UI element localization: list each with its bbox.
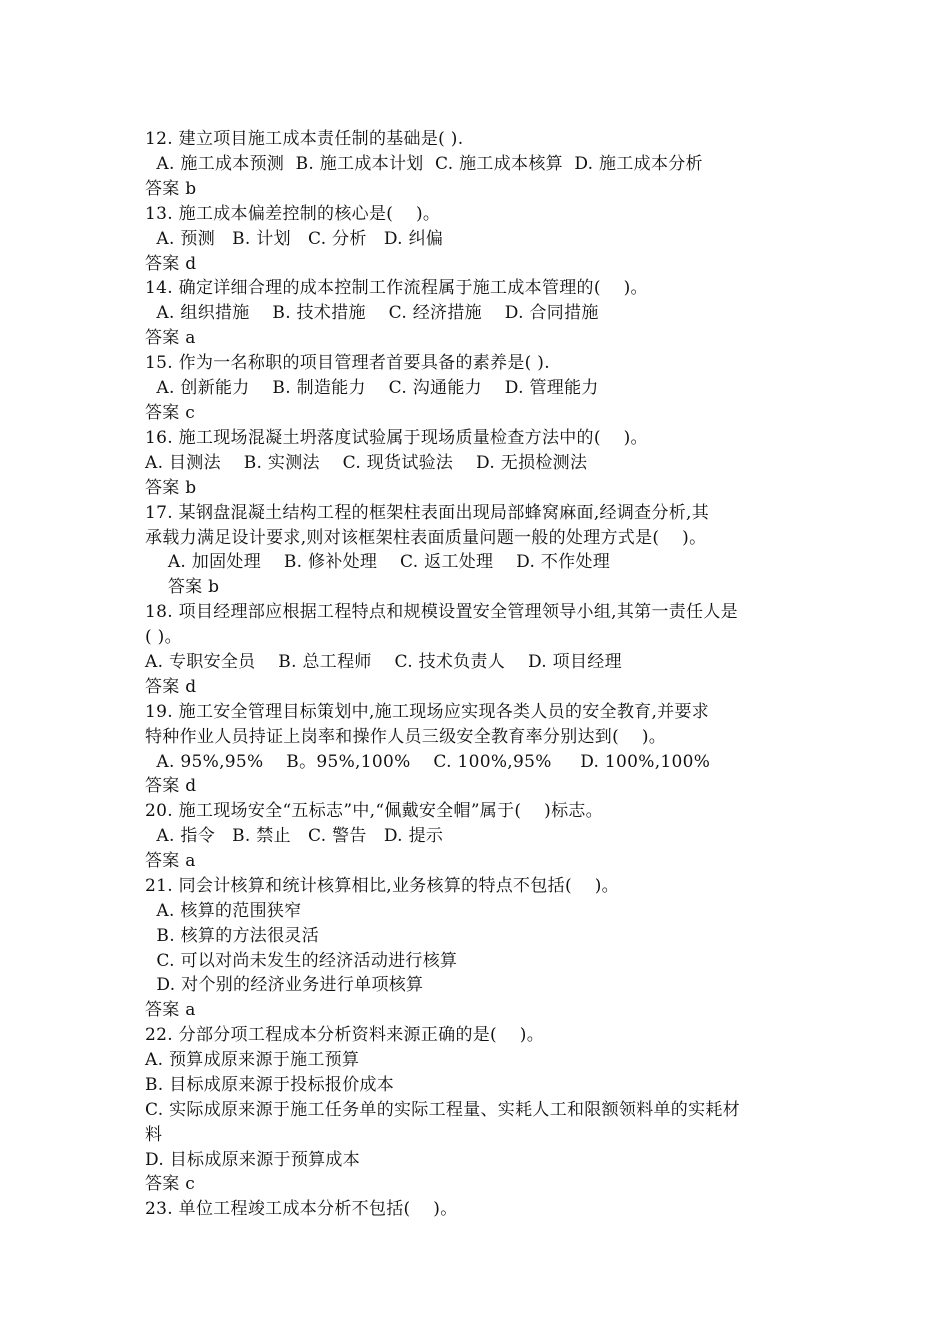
question-16-options: A. 目测法 B. 实测法 C. 现货试验法 D. 无损检测法: [145, 453, 588, 473]
question-21-option-b: B. 核算的方法很灵活: [145, 926, 320, 946]
question-22-option-a: A. 预算成原来源于施工预算: [145, 1050, 360, 1070]
question-14-options: A. 组织措施 B. 技术措施 C. 经济措施 D. 合同措施: [145, 303, 599, 323]
answer-14: 答案 a: [145, 328, 196, 348]
question-18-line-1: 18. 项目经理部应根据工程特点和规模设置安全管理领导小组,其第一责任人是: [145, 602, 738, 622]
question-19-line-2: 特种作业人员持证上岗率和操作人员三级安全教育率分别达到( )。: [145, 727, 667, 747]
question-20-options: A. 指令 B. 禁止 C. 警告 D. 提示: [145, 826, 444, 846]
question-17-line-1: 17. 某钢盘混凝土结构工程的框架柱表面出现局部蜂窝麻面,经调查分析,其: [145, 503, 710, 523]
question-21: 21. 同会计核算和统计核算相比,业务核算的特点不包括( )。: [145, 876, 619, 896]
question-15: 15. 作为一名称职的项目管理者首要具备的素养是( ).: [145, 353, 550, 373]
question-22-option-d: D. 目标成原来源于预算成本: [145, 1150, 361, 1170]
question-12-options: A. 施工成本预测 B. 施工成本计划 C. 施工成本核算 D. 施工成本分析: [145, 154, 703, 174]
question-21-option-c: C. 可以对尚未发生的经济活动进行核算: [145, 951, 458, 971]
question-23: 23. 单位工程竣工成本分析不包括( )。: [145, 1199, 458, 1219]
answer-21: 答案 a: [145, 1000, 196, 1020]
answer-20: 答案 a: [145, 851, 196, 871]
question-22-option-c-line-2: 料: [145, 1125, 163, 1145]
question-22-option-b: B. 目标成原来源于投标报价成本: [145, 1075, 395, 1095]
answer-13: 答案 d: [145, 254, 197, 274]
question-16: 16. 施工现场混凝土坍落度试验属于现场质量检查方法中的( )。: [145, 428, 648, 448]
question-22-option-c-line-1: C. 实际成原来源于施工任务单的实际工程量、实耗人工和限额领料单的实耗材: [145, 1100, 741, 1120]
question-15-options: A. 创新能力 B. 制造能力 C. 沟通能力 D. 管理能力: [145, 378, 599, 398]
question-17-options: A. 加固处理 B. 修补处理 C. 返工处理 D. 不作处理: [145, 552, 611, 572]
question-21-option-d: D. 对个别的经济业务进行单项核算: [145, 975, 424, 995]
answer-16: 答案 b: [145, 478, 197, 498]
question-22: 22. 分部分项工程成本分析资料来源正确的是( )。: [145, 1025, 545, 1045]
answer-12: 答案 b: [145, 179, 197, 199]
question-18-options: A. 专职安全员 B. 总工程师 C. 技术负责人 D. 项目经理: [145, 652, 622, 672]
answer-17: 答案 b: [145, 577, 220, 597]
question-12: 12. 建立项目施工成本责任制的基础是( ).: [145, 129, 464, 149]
question-19-options: A. 95%,95% B。95%,100% C. 100%,95% D. 100%,100%: [145, 752, 711, 772]
answer-22: 答案 c: [145, 1174, 196, 1194]
question-14: 14. 确定详细合理的成本控制工作流程属于施工成本管理的( )。: [145, 278, 648, 298]
question-21-option-a: A. 核算的范围狭窄: [145, 901, 302, 921]
answer-15: 答案 c: [145, 403, 196, 423]
question-13-options: A. 预测 B. 计划 C. 分析 D. 纠偏: [145, 229, 444, 249]
question-20: 20. 施工现场安全“五标志”中,“佩戴安全帽”属于( )标志。: [145, 801, 603, 821]
answer-19: 答案 d: [145, 776, 197, 796]
question-13: 13. 施工成本偏差控制的核心是( )。: [145, 204, 441, 224]
question-19-line-1: 19. 施工安全管理目标策划中,施工现场应实现各类人员的安全教育,并要求: [145, 702, 710, 722]
question-17-line-2: 承载力满足设计要求,则对该框架柱表面质量问题一般的处理方式是( )。: [145, 528, 707, 548]
question-18-line-2: ( )。: [145, 627, 182, 647]
answer-18: 答案 d: [145, 677, 197, 697]
